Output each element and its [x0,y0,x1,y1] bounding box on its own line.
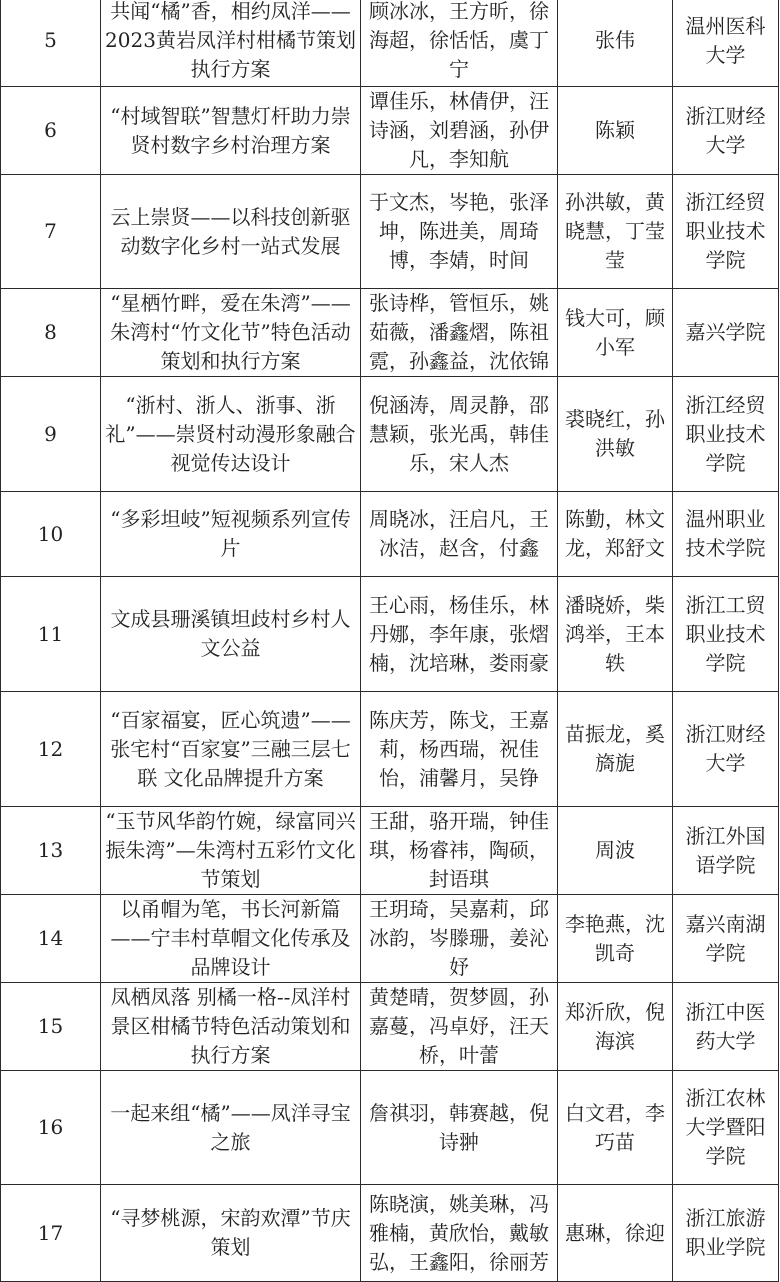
team-members: 倪涵涛，周灵静，邵慧颖，张光禹，韩佳乐，宋人杰 [361,377,558,492]
advisor: 潘晓娇，柴鸿举，王本轶 [558,577,673,692]
table-row [1,983,779,1071]
project-title: 凤栖凤落 别橘一格--凤洋村景区柑橘节特色活动策划和执行方案 [101,983,361,1071]
advisor: 郑沂欣，倪海滨 [558,983,673,1071]
project-title: “村域智联”智慧灯杆助力崇贤村数字乡村治理方案 [101,87,361,175]
advisor: 惠琳，徐迎 [558,1185,673,1282]
advisor: 裘晓红，孙洪敏 [558,377,673,492]
team-members: 陈晓演，姚美琳，冯雅楠，黄欣怡，戴敏弘，王鑫阳，徐丽芳 [361,1185,558,1282]
table-row [1,1071,779,1185]
school: 嘉兴南湖学院 [673,895,779,983]
advisor: 孙洪敏，黄晓慧，丁莹莹 [558,175,673,289]
school: 浙江经贸职业技术学院 [673,377,779,492]
school: 浙江财经大学 [673,692,779,807]
team-members: 陈庆芳，陈戈，王嘉莉，杨西瑞，祝佳怡，浦馨月，吴铮 [361,692,558,807]
project-title: “寻梦桃源，宋韵欢潭”节庆策划 [101,1185,361,1282]
team-members: 张诗桦，管恒乐，姚茹薇，潘鑫熠，陈祖霓，孙鑫益，沈依锦 [361,289,558,377]
project-title: “百家福宴，匠心筑遗”——张宅村“百家宴”三融三层七联 文化品牌提升方案 [101,692,361,807]
table-row [1,492,779,577]
table-row [1,0,779,87]
table-row [1,289,779,377]
team-members: 王玥琦，吴嘉莉，邱冰韵，岑滕珊，姜沁妤 [361,895,558,983]
team-members: 詹祺羽，韩赛越，倪诗翀 [361,1071,558,1185]
row-number: 14 [1,895,101,983]
project-title: “多彩坦岐”短视频系列宣传片 [101,492,361,577]
project-title: “星栖竹畔，爱在朱湾”——朱湾村“竹文化节”特色活动策划和执行方案 [101,289,361,377]
table-row [1,175,779,289]
table-row [1,577,779,692]
team-members: 周晓冰，汪启凡，王冰洁，赵含，付鑫 [361,492,558,577]
table-row [1,377,779,492]
school: 浙江中医药大学 [673,983,779,1071]
project-title: “玉节风华韵竹婉，绿富同兴振朱湾”—朱湾村五彩竹文化节策划 [101,807,361,895]
table-row [1,807,779,895]
project-title: 一起来组“橘”——凤洋寻宝之旅 [101,1071,361,1185]
project-title: “浙村、浙人、浙事、浙礼”——崇贤村动漫形象融合视觉传达设计 [101,377,361,492]
school: 浙江旅游职业学院 [673,1185,779,1282]
school: 浙江外国语学院 [673,807,779,895]
table-row [1,87,779,175]
school: 浙江财经大学 [673,87,779,175]
project-title: 共闻“橘”香，相约凤洋——2023黄岩凤洋村柑橘节策划执行方案 [101,0,361,87]
row-number: 5 [1,0,101,87]
project-title: 以甬帽为笔，书长河新篇——宁丰村草帽文化传承及品牌设计 [101,895,361,983]
table-row [1,895,779,983]
school: 浙江工贸职业技术学院 [673,577,779,692]
row-number: 12 [1,692,101,807]
row-number: 15 [1,983,101,1071]
project-title: 文成县珊溪镇坦歧村乡村人文公益 [101,577,361,692]
advisor: 李艳燕，沈凯奇 [558,895,673,983]
school: 浙江农林大学暨阳学院 [673,1071,779,1185]
school: 温州医科大学 [673,0,779,87]
school: 温州职业技术学院 [673,492,779,577]
row-number: 8 [1,289,101,377]
row-number: 16 [1,1071,101,1185]
advisor: 陈勤，林文龙，郑舒文 [558,492,673,577]
advisor: 张伟 [558,0,673,87]
row-number: 10 [1,492,101,577]
advisor: 周波 [558,807,673,895]
project-title: 云上崇贤——以科技创新驱动数字化乡村一站式发展 [101,175,361,289]
advisor: 陈颖 [558,87,673,175]
row-number: 6 [1,87,101,175]
table-row [1,692,779,807]
team-members: 王心雨，杨佳乐，林丹娜，李年康，张熠楠，沈培琳，娄雨豪 [361,577,558,692]
team-members: 谭佳乐，林倩伊，汪诗涵，刘碧涵，孙伊凡，李知航 [361,87,558,175]
team-members: 黄楚晴，贺梦圆，孙嘉蔓，冯卓妤，汪天桥，叶蕾 [361,983,558,1071]
row-number: 13 [1,807,101,895]
advisor: 白文君，李巧苗 [558,1071,673,1185]
team-members: 王甜，骆开瑞，钟佳琪，杨睿祎，陶硕，封语琪 [361,807,558,895]
row-number: 7 [1,175,101,289]
school: 浙江经贸职业技术学院 [673,175,779,289]
row-number: 11 [1,577,101,692]
school: 嘉兴学院 [673,289,779,377]
team-members: 顾冰冰，王方昕，徐海超，徐恬恬，虞丁宁 [361,0,558,87]
team-members: 于文杰，岑艳，张泽坤，陈进美，周琦博，李婧，时间 [361,175,558,289]
table-row [1,1185,779,1282]
row-number: 9 [1,377,101,492]
advisor: 苗振龙，奚旖旎 [558,692,673,807]
advisor: 钱大可，顾小军 [558,289,673,377]
row-number: 17 [1,1185,101,1282]
